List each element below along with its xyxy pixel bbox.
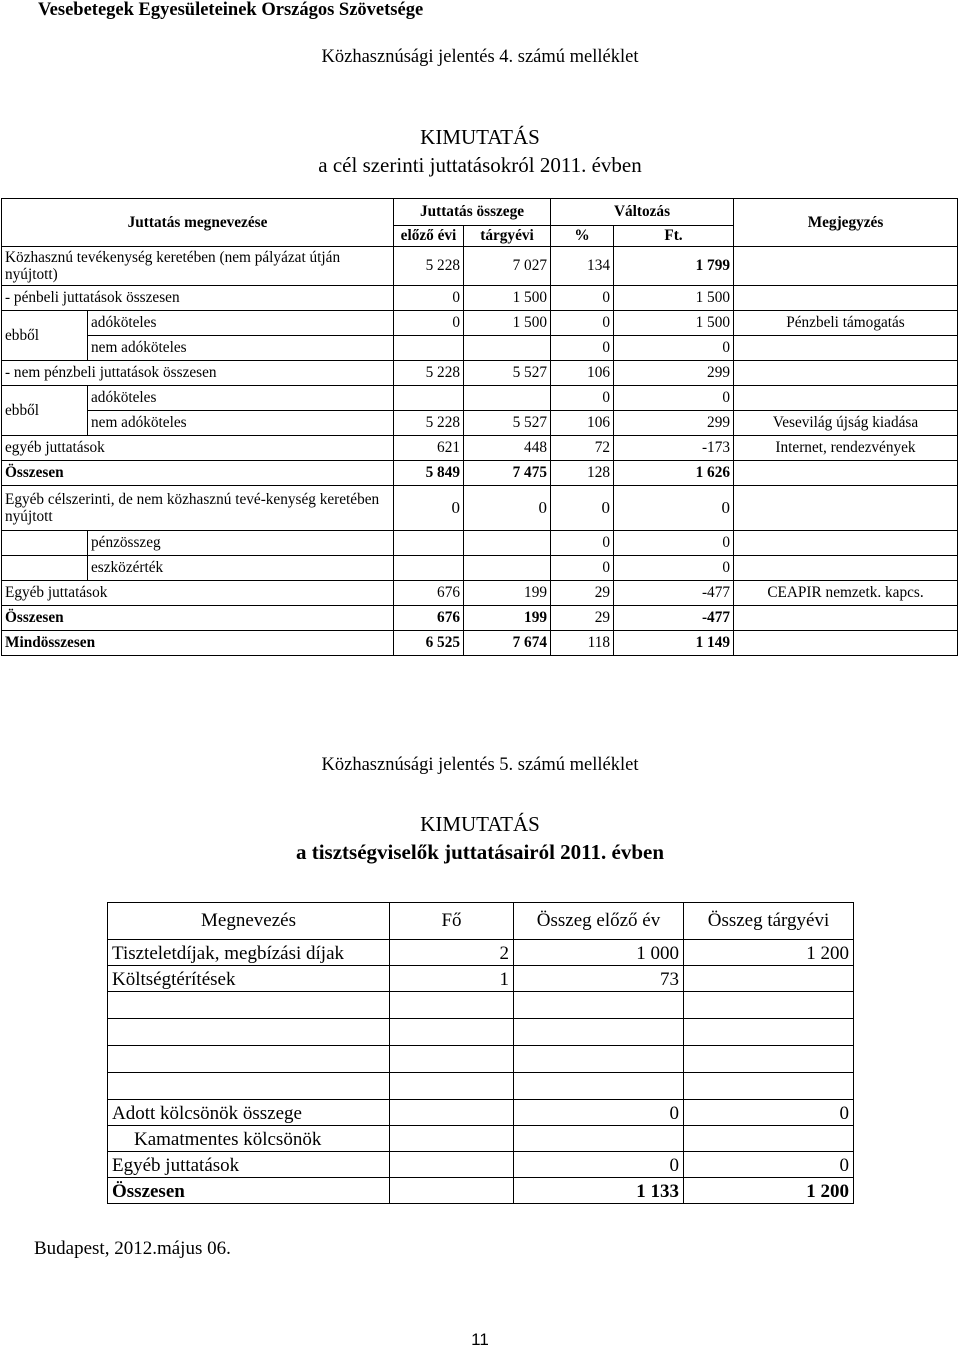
cell-curr: 1 500 xyxy=(464,286,551,311)
cell-curr: 1 500 xyxy=(464,311,551,336)
cell-curr xyxy=(464,556,551,581)
cell-note xyxy=(734,531,958,556)
table-row xyxy=(2,556,958,581)
cell-note xyxy=(734,361,958,386)
cell-prev: 0 xyxy=(394,486,464,531)
cell-curr xyxy=(464,386,551,411)
cell-pct: 29 xyxy=(551,606,614,631)
cell-prev: 0 xyxy=(514,1152,684,1178)
table-row xyxy=(2,581,958,606)
cell-ft: -173 xyxy=(614,436,734,461)
cell-curr xyxy=(684,992,854,1019)
cell-curr: 448 xyxy=(464,436,551,461)
report-title-2-line2: a tisztségviselők juttatásairól 2011. évben xyxy=(295,840,665,864)
row-label: - pénbeli juttatások összesen xyxy=(2,286,394,311)
table-row xyxy=(2,336,958,361)
table-row xyxy=(108,966,854,992)
cell-prev: 73 xyxy=(514,966,684,992)
table-row xyxy=(2,461,958,486)
empty-group-cell xyxy=(2,556,88,581)
table-row xyxy=(108,1126,854,1152)
table-row xyxy=(2,361,958,386)
row-label xyxy=(108,1019,390,1046)
cell-ft: 0 xyxy=(614,531,734,556)
row-label xyxy=(108,1046,390,1073)
table-row xyxy=(2,531,958,556)
cell-curr xyxy=(684,1019,854,1046)
cell-pct: 134 xyxy=(551,247,614,286)
group-label: ebből xyxy=(2,386,88,436)
table-row xyxy=(108,1046,854,1073)
cell-count xyxy=(390,1100,514,1126)
cell-prev: 5 228 xyxy=(394,247,464,286)
cell-curr: 5 527 xyxy=(464,361,551,386)
cell-prev: 5 228 xyxy=(394,361,464,386)
cell-curr: 5 527 xyxy=(464,411,551,436)
row-label: adóköteles xyxy=(88,386,394,411)
header-benefit-name: Juttatás megnevezése xyxy=(2,199,394,247)
row-label: pénzösszeg xyxy=(88,531,394,556)
cell-count: 2 xyxy=(390,940,514,966)
header-change: Változás xyxy=(551,199,734,226)
cell-note xyxy=(734,606,958,631)
cell-prev xyxy=(394,336,464,361)
header-name: Megnevezés xyxy=(108,903,390,940)
page-number: 11 xyxy=(471,1330,489,1349)
report-title-2 xyxy=(0,810,960,866)
row-label: Összesen xyxy=(2,461,394,486)
header-ft: Ft. xyxy=(614,226,734,247)
cell-ft: 299 xyxy=(614,411,734,436)
cell-note: Vesevilág újság kiadása xyxy=(734,411,958,436)
header-benefit-amount: Juttatás összege xyxy=(394,199,551,226)
cell-ft: 0 xyxy=(614,486,734,531)
cell-note xyxy=(734,631,958,656)
cell-curr xyxy=(684,1126,854,1152)
cell-pct: 29 xyxy=(551,581,614,606)
cell-prev xyxy=(394,556,464,581)
cell-prev: 6 525 xyxy=(394,631,464,656)
cell-pct: 106 xyxy=(551,361,614,386)
header-note: Megjegyzés xyxy=(734,199,958,247)
row-label: nem adóköteles xyxy=(88,411,394,436)
table-row xyxy=(2,411,958,436)
cell-prev: 676 xyxy=(394,606,464,631)
cell-curr: 0 xyxy=(464,486,551,531)
cell-note xyxy=(734,461,958,486)
row-label: Közhasznú tevékenység keretében (nem pályázat útján nyújtott) xyxy=(2,247,394,286)
officials-benefits-table xyxy=(107,902,854,1204)
cell-prev: 0 xyxy=(514,1100,684,1126)
row-label: nem adóköteles xyxy=(88,336,394,361)
cell-prev: 1 000 xyxy=(514,940,684,966)
row-label: Egyéb juttatások xyxy=(2,581,394,606)
cell-ft: 0 xyxy=(614,386,734,411)
table-row xyxy=(2,631,958,656)
cell-ft: 1 626 xyxy=(614,461,734,486)
cell-prev xyxy=(394,531,464,556)
cell-ft: -477 xyxy=(614,606,734,631)
row-label: Egyéb célszerinti, de nem közhasznú tevé-kenység keretében nyújtott xyxy=(2,486,394,531)
table-row xyxy=(108,1019,854,1046)
cell-prev: 621 xyxy=(394,436,464,461)
cell-ft: 1 149 xyxy=(614,631,734,656)
row-label: Kamatmentes kölcsönök xyxy=(108,1126,390,1152)
cell-pct: 106 xyxy=(551,411,614,436)
cell-ft: 1 799 xyxy=(614,247,734,286)
cell-ft: 299 xyxy=(614,361,734,386)
cell-note: Internet, rendezvények xyxy=(734,436,958,461)
cell-curr: 7 674 xyxy=(464,631,551,656)
cell-curr: 199 xyxy=(464,581,551,606)
cell-prev xyxy=(514,992,684,1019)
cell-prev: 5 849 xyxy=(394,461,464,486)
cell-pct: 72 xyxy=(551,436,614,461)
cell-note xyxy=(734,336,958,361)
cell-ft: 0 xyxy=(614,336,734,361)
report-title-1 xyxy=(0,123,960,179)
cell-pct: 118 xyxy=(551,631,614,656)
cell-curr: 7 475 xyxy=(464,461,551,486)
row-label xyxy=(108,992,390,1019)
row-label: eszközérték xyxy=(88,556,394,581)
date-place: Budapest, 2012.május 06. xyxy=(34,1238,231,1259)
row-label: Egyéb juttatások xyxy=(108,1152,390,1178)
cell-prev: 676 xyxy=(394,581,464,606)
cell-curr xyxy=(684,1073,854,1100)
cell-prev: 0 xyxy=(394,311,464,336)
cell-curr: 7 027 xyxy=(464,247,551,286)
cell-curr xyxy=(684,966,854,992)
annex-4-label: Közhasznúsági jelentés 4. számú melléklet xyxy=(321,47,639,67)
cell-pct: 0 xyxy=(551,486,614,531)
cell-ft: -477 xyxy=(614,581,734,606)
row-label: Adott kölcsönök összege xyxy=(108,1100,390,1126)
cell-curr: 1 200 xyxy=(684,1178,854,1204)
cell-prev xyxy=(514,1126,684,1152)
cell-note: CEAPIR nemzetk. kapcs. xyxy=(734,581,958,606)
cell-pct: 0 xyxy=(551,286,614,311)
row-label: Költségtérítések xyxy=(108,966,390,992)
table-row xyxy=(2,486,958,531)
cell-count xyxy=(390,1178,514,1204)
header-prev-amount: Összeg előző év xyxy=(514,903,684,940)
table-row xyxy=(108,992,854,1019)
table-row xyxy=(2,606,958,631)
cell-count xyxy=(390,1152,514,1178)
cell-prev: 1 133 xyxy=(514,1178,684,1204)
header-count: Fő xyxy=(390,903,514,940)
cell-count xyxy=(390,1126,514,1152)
row-label: Mindösszesen xyxy=(2,631,394,656)
cell-note xyxy=(734,386,958,411)
report-title-2-line1: KIMUTATÁS xyxy=(420,812,540,836)
cell-curr: 0 xyxy=(684,1100,854,1126)
row-label: Összesen xyxy=(2,606,394,631)
cell-ft: 1 500 xyxy=(614,286,734,311)
table-row xyxy=(108,1100,854,1126)
row-label: Tiszteletdíjak, megbízási díjak xyxy=(108,940,390,966)
cell-prev xyxy=(394,386,464,411)
row-label: Összesen xyxy=(108,1178,390,1204)
cell-prev: 5 228 xyxy=(394,411,464,436)
cell-prev xyxy=(514,1019,684,1046)
cell-note xyxy=(734,486,958,531)
cell-count: 1 xyxy=(390,966,514,992)
row-label: egyéb juttatások xyxy=(2,436,394,461)
cell-note xyxy=(734,286,958,311)
row-label: - nem pénzbeli juttatások összesen xyxy=(2,361,394,386)
row-label xyxy=(108,1073,390,1100)
cell-pct: 0 xyxy=(551,336,614,361)
cell-pct: 0 xyxy=(551,386,614,411)
table-row xyxy=(108,940,854,966)
table-row xyxy=(108,1178,854,1204)
empty-group-cell xyxy=(2,531,88,556)
header-percent: % xyxy=(551,226,614,247)
cell-pct: 0 xyxy=(551,556,614,581)
cell-curr xyxy=(464,336,551,361)
cell-prev xyxy=(514,1046,684,1073)
cell-note: Pénzbeli támogatás xyxy=(734,311,958,336)
organization-name: Vesebetegek Egyesületeinek Országos Szövetsége xyxy=(38,0,424,20)
annex-5-label: Közhasznúsági jelentés 5. számú melléklet xyxy=(321,755,639,775)
cell-pct: 0 xyxy=(551,531,614,556)
group-label: ebből xyxy=(2,311,88,361)
report-title-1-line1: KIMUTATÁS xyxy=(420,125,540,149)
cell-note xyxy=(734,556,958,581)
table-row xyxy=(2,386,958,411)
table-row xyxy=(2,311,958,336)
cell-curr: 0 xyxy=(684,1152,854,1178)
cell-count xyxy=(390,1046,514,1073)
table-row xyxy=(108,1152,854,1178)
benefits-table xyxy=(1,198,958,656)
table-row xyxy=(2,286,958,311)
table-row xyxy=(2,247,958,286)
row-label: adóköteles xyxy=(88,311,394,336)
header-prev-year: előző évi xyxy=(394,226,464,247)
cell-curr xyxy=(464,531,551,556)
cell-note xyxy=(734,247,958,286)
cell-count xyxy=(390,1073,514,1100)
cell-ft: 1 500 xyxy=(614,311,734,336)
cell-count xyxy=(390,992,514,1019)
cell-ft: 0 xyxy=(614,556,734,581)
cell-prev xyxy=(514,1073,684,1100)
cell-curr: 199 xyxy=(464,606,551,631)
cell-pct: 0 xyxy=(551,311,614,336)
cell-prev: 0 xyxy=(394,286,464,311)
header-curr-year: tárgyévi xyxy=(464,226,551,247)
report-title-1-line2: a cél szerinti juttatásokról 2011. évben xyxy=(318,153,642,177)
cell-count xyxy=(390,1019,514,1046)
table-row xyxy=(2,436,958,461)
table-row xyxy=(108,1073,854,1100)
cell-curr xyxy=(684,1046,854,1073)
cell-pct: 128 xyxy=(551,461,614,486)
header-curr-amount: Összeg tárgyévi xyxy=(684,903,854,940)
cell-curr: 1 200 xyxy=(684,940,854,966)
